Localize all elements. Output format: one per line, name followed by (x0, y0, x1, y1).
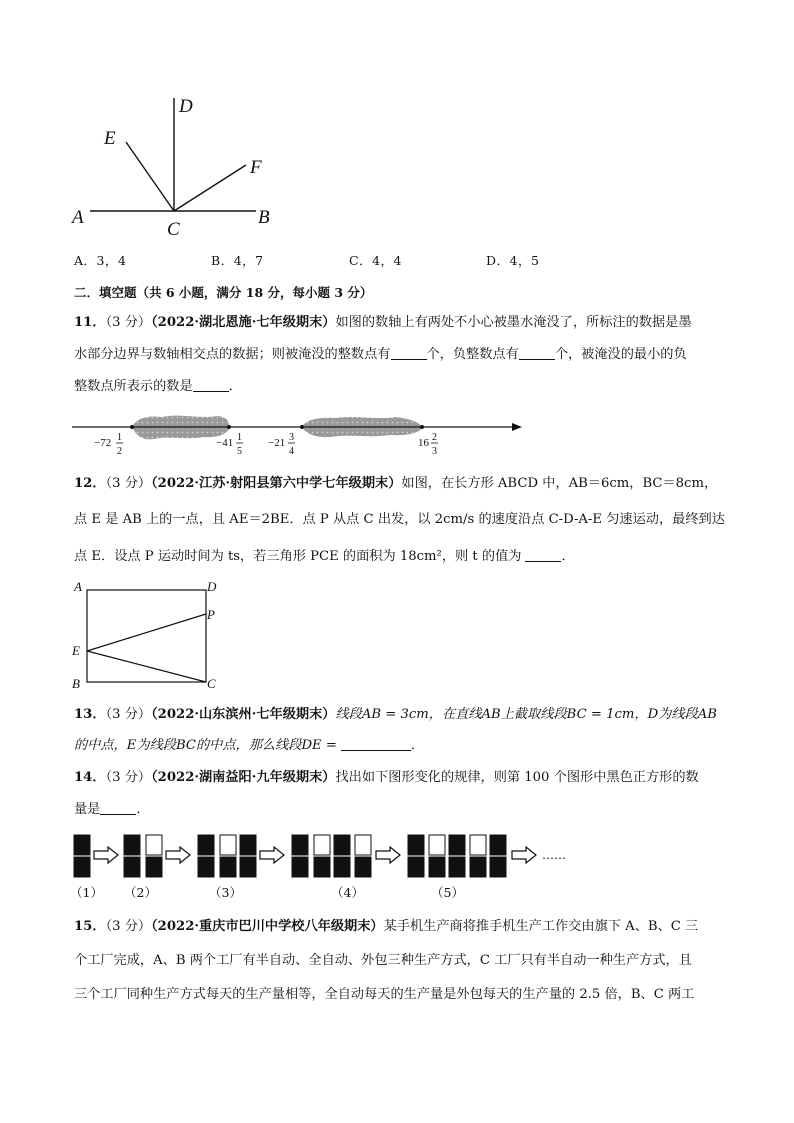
q15-line2 (74, 951, 692, 971)
q11-blank2[interactable] (519, 345, 555, 360)
svg-text:−41: −41 (216, 437, 234, 449)
point-right2 (420, 425, 424, 429)
q11-text3a: 整数点所表示的数是 (74, 379, 193, 394)
pattern-1 (74, 835, 90, 877)
label-neg41 (216, 432, 243, 457)
label-b: B (258, 207, 270, 228)
q13-score: （3 分） (105, 707, 152, 722)
q12-line1 (74, 474, 717, 494)
svg-text:3: 3 (432, 446, 437, 457)
pattern-figure (72, 833, 592, 883)
svg-text:−72: −72 (94, 437, 112, 449)
q11-number: 11． (74, 315, 106, 330)
q13-blank[interactable] (341, 736, 411, 751)
q14-blank[interactable] (100, 800, 136, 815)
arrow-5 (512, 847, 536, 863)
axis-arrow (512, 423, 522, 431)
q15-line1 (74, 917, 698, 937)
q15-text1: 某手机生产商将推手机生产工作交由旗下 A、B、C 三 (383, 919, 699, 934)
svg-text:2: 2 (117, 446, 122, 457)
label-neg72 (94, 432, 123, 457)
rect-label-c: C (207, 676, 216, 691)
q15-score: （3 分） (105, 919, 152, 934)
seg-ep (87, 614, 206, 651)
q11-blank1[interactable] (391, 345, 427, 360)
point-left1 (130, 425, 134, 429)
section-title: 二．填空题（共 6 小题，满分 18 分，每小题 3 分） (74, 285, 373, 300)
pattern-2 (124, 835, 162, 877)
label-a: A (72, 207, 84, 228)
pattern-label-4: （4） (331, 885, 364, 900)
q11-text2b: 个，负整数点有 (426, 347, 519, 362)
q12-line3 (74, 547, 575, 567)
number-line-figure (70, 405, 530, 460)
svg-text:16: 16 (418, 437, 429, 449)
q12-text3b: ． (561, 549, 575, 564)
rect-abcd (87, 590, 206, 682)
label-e: E (104, 128, 116, 149)
q11-text1: 如图的数轴上有两处不小心被墨水淹没了，所标注的数据是墨 (335, 315, 692, 330)
pattern-4 (292, 835, 371, 877)
q11-line2 (74, 345, 687, 365)
arrow-4 (376, 847, 400, 863)
rect-label-e: E (72, 643, 80, 658)
q13-text2a: 的中点，E为线段BC的中点，那么线段DE = (74, 738, 337, 753)
pattern-ellipsis: …… (542, 848, 566, 862)
ray-ce (126, 142, 174, 211)
choice-a[interactable]: A．3，4 (74, 253, 127, 268)
pattern-3 (198, 835, 256, 877)
q14-score: （3 分） (105, 770, 152, 785)
q14-line1 (74, 768, 699, 788)
q14-text1: 找出如下图形变化的规律，则第 100 个图形中黑色正方形的数 (335, 770, 699, 785)
svg-text:2: 2 (432, 432, 437, 443)
q12-score: （3 分） (105, 476, 152, 491)
q12-blank[interactable] (525, 547, 561, 562)
q13-line1 (74, 705, 717, 725)
q13-source: （2022·山东滨州·七年级期末） (151, 707, 336, 722)
svg-text:1: 1 (117, 432, 122, 443)
arrow-2 (166, 847, 190, 863)
svg-text:1: 1 (237, 432, 242, 443)
rect-label-a: A (74, 579, 82, 594)
label-neg21 (268, 432, 295, 457)
point-left2 (227, 425, 231, 429)
q11-source: （2022·湖北恩施·七年级期末） (151, 315, 336, 330)
q14-number: 14． (74, 770, 106, 785)
q12-source: （2022·江苏·射阳县第六中学七年级期末） (151, 476, 402, 491)
q12-text3a: 点 E．设点 P 运动时间为 ts，若三角形 PCE 的面积为 18cm²，则 t 的值为 (74, 549, 522, 564)
pattern-label-2: （2） (124, 885, 157, 900)
q11-text2c: 个，被淹没的最小的负 (554, 347, 687, 362)
choice-b[interactable]: B．4，7 (211, 253, 264, 268)
arrow-3 (260, 847, 284, 863)
q11-line1 (74, 313, 692, 333)
q11-line3 (74, 377, 242, 397)
label-d: D (179, 96, 193, 117)
point-right1 (300, 425, 304, 429)
rect-label-b: B (72, 676, 80, 691)
label-c: C (167, 219, 180, 240)
q13-text1: 线段AB = 3cm，在直线AB上截取线段BC = 1cm，D为线段AB (335, 707, 717, 722)
q15-text3: 三个工厂同种生产方式每天的生产量相等，全自动每天的生产量是外包每天的生产量的 2.5 倍，B、C 两工 (74, 987, 695, 1002)
svg-text:4: 4 (289, 446, 294, 457)
label-16 (418, 432, 438, 457)
pattern-label-3: （3） (209, 885, 242, 900)
svg-text:3: 3 (289, 432, 294, 443)
q15-source: （2022·重庆市巴川中学校八年级期末） (151, 919, 384, 934)
q11-text3b: ． (228, 379, 242, 394)
q11-blank3[interactable] (193, 377, 229, 392)
pattern-5 (408, 835, 506, 877)
q12-text1: 如图，在长方形 ABCD 中，AB＝6cm，BC＝8cm， (401, 476, 718, 491)
svg-text:5: 5 (237, 446, 242, 457)
q11-text2a: 水部分边界与数轴相交点的数据；则被淹没的整数点有 (74, 347, 391, 362)
q14-text2a: 量是 (74, 802, 101, 817)
choice-d[interactable]: D．4，5 (486, 253, 540, 268)
pattern-label-1: （1） (70, 885, 103, 900)
q11-score: （3 分） (105, 315, 152, 330)
arrow-1 (94, 847, 118, 863)
q13-number: 13． (74, 707, 106, 722)
q14-text2b: ． (136, 802, 150, 817)
q15-number: 15． (74, 919, 106, 934)
q12-text2: 点 E 是 AB 上的一点，且 AE＝2BE．点 P 从点 C 出发，以 2cm/s 的速度沿点 C-D-A-E 匀速运动，最终到达 (74, 512, 725, 527)
label-f: F (250, 157, 262, 178)
angle-figure (60, 90, 300, 240)
seg-ec (87, 651, 206, 682)
q15-text2: 个工厂完成，A、B 两个工厂有半自动、全自动、外包三种生产方式，C 工厂只有半自动一种生产方式，且 (74, 953, 692, 968)
q14-source: （2022·湖南益阳·九年级期末） (151, 770, 336, 785)
q14-line2 (74, 800, 150, 820)
rect-label-d: D (207, 579, 217, 594)
rect-label-p: P (207, 607, 215, 622)
pattern-label-5: （5） (431, 885, 464, 900)
ray-cf (174, 165, 246, 211)
svg-text:−21: −21 (268, 437, 286, 449)
q15-line3 (74, 985, 694, 1005)
rectangle-figure (66, 578, 236, 693)
q12-number: 12． (74, 476, 106, 491)
q13-line2 (74, 736, 424, 756)
choice-c[interactable]: C．4，4 (349, 253, 402, 268)
q12-line2 (74, 510, 725, 530)
q13-text2b: ． (410, 738, 425, 753)
